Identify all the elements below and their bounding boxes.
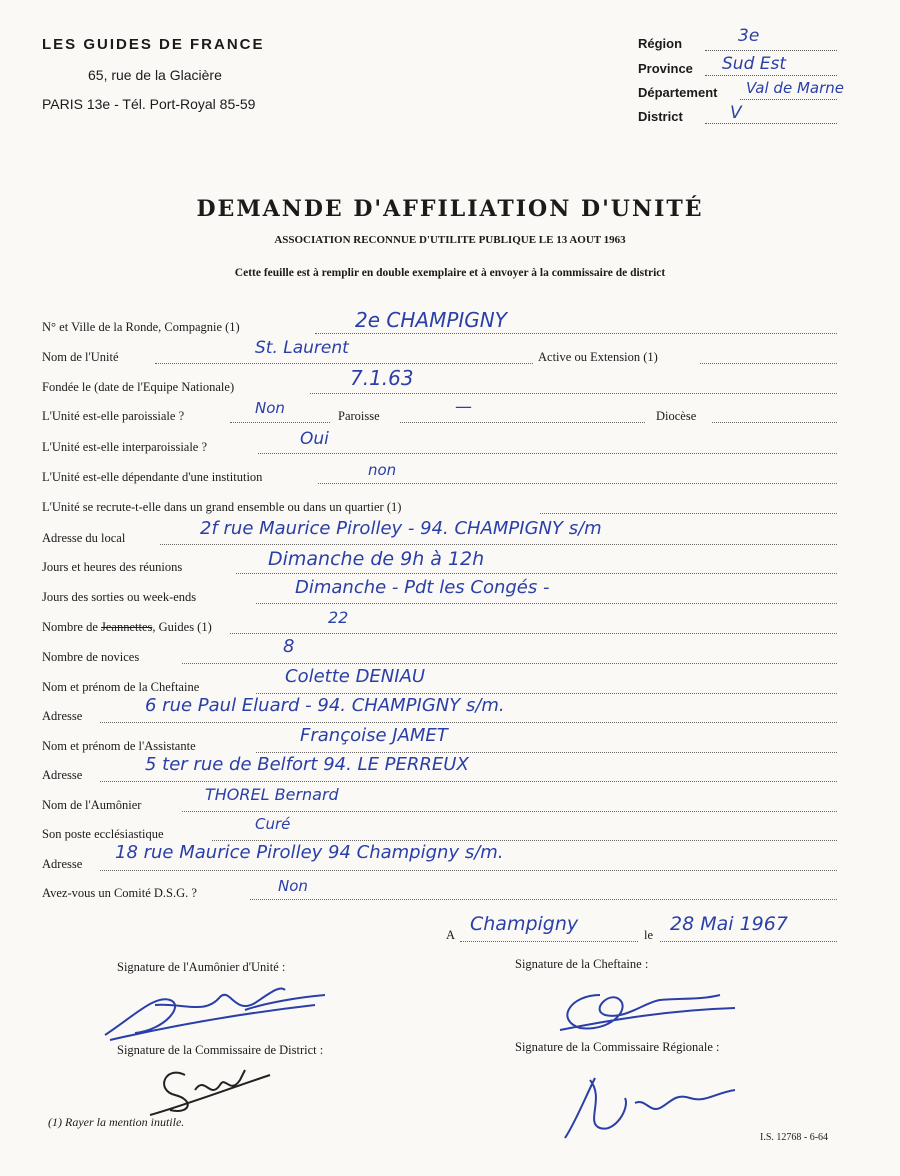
interparoissiale-label: L'Unité est-elle interparoissiale ? — [42, 440, 208, 454]
document-title: DEMANDE D'AFFILIATION D'UNITÉ — [196, 196, 704, 222]
interparoissiale-value: Oui — [300, 429, 329, 449]
comite-label: Avez-vous un Comité D.S.G. ? — [42, 886, 197, 900]
cheftaine-label: Nom et prénom de la Cheftaine — [42, 680, 200, 694]
assistante-label: Nom et prénom de l'Assistante — [42, 739, 196, 753]
adresse1-value: 6 rue Paul Eluard - 94. CHAMPIGNY s/m. — [145, 695, 505, 716]
assistante-line — [256, 752, 837, 753]
dependante-line — [318, 483, 837, 484]
commissaire-district-signature — [145, 1055, 275, 1120]
adresse3-line — [100, 870, 837, 871]
adresse1-label: Adresse — [42, 709, 83, 723]
ronde-value: 2e CHAMPIGNY — [355, 308, 507, 332]
aumonier-line — [182, 811, 837, 812]
region-label: Région — [638, 36, 683, 51]
novices-line — [182, 663, 837, 664]
document-subtitle: ASSOCIATION RECONNUE D'UTILITE PUBLIQUE LE 13 AOUT 1963 — [274, 234, 626, 246]
date-line — [660, 941, 837, 942]
fondee-label: Fondée le (date de l'Equipe Nationale) — [42, 380, 235, 394]
local-label: Adresse du local — [42, 531, 126, 545]
signature-cheftaine-label: Signature de la Cheftaine : — [515, 957, 649, 971]
place-a-label: A — [446, 928, 456, 942]
signature-aumonier-label: Signature de l'Aumônier d'Unité : — [117, 960, 286, 974]
place-value: Champigny — [470, 913, 579, 935]
novices-label: Nombre de novices — [42, 650, 140, 664]
poste-value: Curé — [255, 815, 291, 833]
footnote: (1) Rayer la mention inutile. — [48, 1115, 185, 1129]
adresse2-line — [100, 781, 837, 782]
ronde-label: N° et Ville de la Ronde, Compagnie (1) — [42, 320, 240, 334]
diocese-label: Diocèse — [656, 409, 697, 423]
local-line — [160, 544, 837, 545]
adresse2-label: Adresse — [42, 768, 83, 782]
poste-label: Son poste ecclésiastique — [42, 827, 164, 841]
aumonier-label: Nom de l'Aumônier — [42, 798, 142, 812]
adresse3-label: Adresse — [42, 857, 83, 871]
sorties-line — [256, 603, 837, 604]
fondee-line — [310, 393, 837, 394]
paroisse-value: — — [455, 397, 472, 417]
unite-line — [155, 363, 533, 364]
cheftaine-line — [256, 693, 837, 694]
nombre-label-struck: Jeannettes — [101, 620, 153, 634]
reunions-line — [236, 573, 837, 574]
signature-commissaire-district-label: Signature de la Commissaire de District : — [117, 1043, 324, 1057]
region-line — [705, 50, 837, 51]
district-value: V — [730, 103, 742, 123]
ronde-line — [315, 333, 837, 334]
date-value: 28 Mai 1967 — [670, 913, 788, 935]
comite-value: Non — [278, 877, 308, 895]
departement-line — [740, 99, 837, 100]
active-extension-label: Active ou Extension (1) — [538, 350, 658, 364]
aumonier-signature — [95, 975, 335, 1050]
dependante-label: L'Unité est-elle dépendante d'une institution — [42, 470, 263, 484]
nombre-line — [230, 633, 837, 634]
organization-name: LES GUIDES DE FRANCE — [42, 36, 265, 53]
district-line — [705, 123, 837, 124]
interparoissiale-line — [258, 453, 837, 454]
sorties-label: Jours des sorties ou week-ends — [42, 590, 197, 604]
province-line — [705, 75, 837, 76]
adresse2-value: 5 ter rue de Belfort 94. LE PERREUX — [145, 754, 469, 775]
reunions-label: Jours et heures des réunions — [42, 560, 183, 574]
district-label: District — [638, 109, 683, 124]
assistante-value: Françoise JAMET — [300, 725, 448, 746]
comite-line — [250, 899, 837, 900]
paroisse-label: Paroisse — [338, 409, 380, 423]
nombre-label-suffix: , Guides (1) — [152, 620, 212, 634]
organization-city-phone: PARIS 13e - Tél. Port-Royal 85-59 — [42, 96, 256, 112]
reunions-value: Dimanche de 9h à 12h — [268, 548, 485, 570]
commissaire-regionale-signature — [555, 1068, 755, 1148]
dependante-value: non — [368, 461, 397, 479]
region-value: 3e — [738, 26, 760, 46]
local-value: 2f rue Maurice Pirolley - 94. CHAMPIGNY s/m — [200, 518, 602, 539]
adresse1-line — [100, 722, 837, 723]
departement-value: Val de Marne — [746, 79, 844, 97]
paroissiale-line — [230, 422, 330, 423]
paroisse-line — [400, 422, 645, 423]
novices-value: 8 — [283, 636, 295, 657]
date-le-label: le — [644, 928, 654, 942]
instruction-note: Cette feuille est à remplir en double exemplaire et à envoyer à la commissaire de district — [234, 267, 666, 279]
adresse3-value: 18 rue Maurice Pirolley 94 Champigny s/m. — [115, 842, 504, 863]
sorties-value: Dimanche - Pdt les Congés - — [295, 577, 550, 598]
signature-commissaire-regionale-label: Signature de la Commissaire Régionale : — [515, 1040, 720, 1054]
place-line — [460, 941, 638, 942]
organization-address: 65, rue de la Glacière — [88, 67, 222, 83]
aumonier-value: THOREL Bernard — [205, 785, 339, 804]
fondee-value: 7.1.63 — [350, 366, 414, 390]
cheftaine-value: Colette DENIAU — [285, 666, 426, 687]
cheftaine-signature — [550, 980, 750, 1040]
province-value: Sud Est — [722, 54, 787, 74]
print-reference: I.S. 12768 - 6-64 — [760, 1132, 829, 1143]
nombre-label — [42, 620, 212, 635]
poste-line — [212, 840, 837, 841]
active-line — [700, 363, 837, 364]
unite-value: St. Laurent — [255, 338, 349, 358]
paroissiale-label: L'Unité est-elle paroissiale ? — [42, 409, 185, 423]
paroissiale-value: Non — [255, 399, 285, 417]
unite-label: Nom de l'Unité — [42, 350, 119, 364]
province-label: Province — [638, 61, 693, 76]
nombre-value: 22 — [328, 608, 349, 627]
recrute-line — [540, 513, 837, 514]
departement-label: Département — [638, 85, 718, 100]
diocese-line — [712, 422, 837, 423]
recrute-label: L'Unité se recrute-t-elle dans un grand ensemble ou dans un quartier (1) — [42, 500, 402, 514]
nombre-label-prefix: Nombre de — [42, 620, 102, 634]
